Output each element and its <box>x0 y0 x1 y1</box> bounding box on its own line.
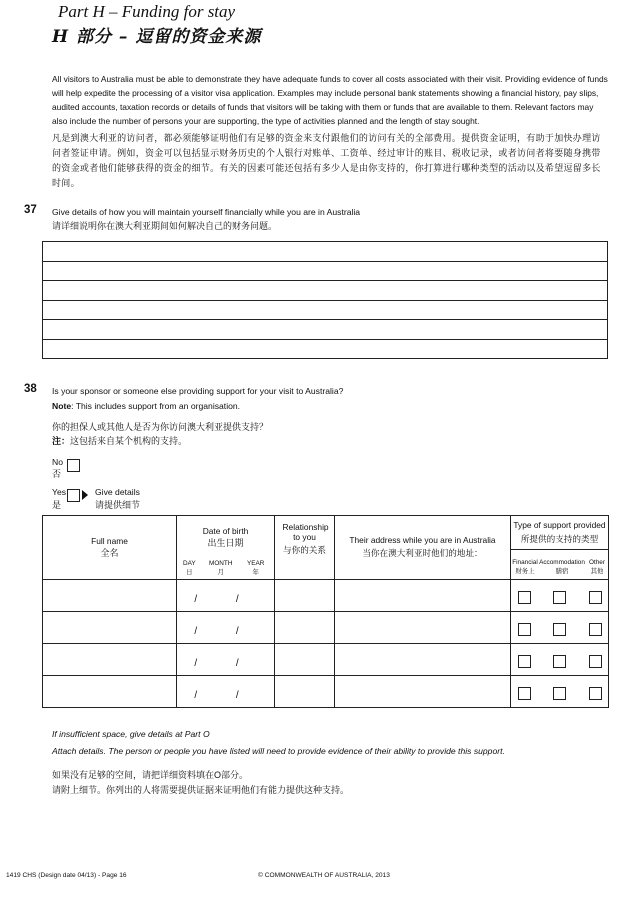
intro-text-zh: 凡是到澳大利亚的访问者，都必须能够证明他们有足够的资金来支付跟他们的访问有关的全部费用。提供资金证明，有助于加快办理访问者签证申请。例如，资金可以包括显示财务历史的个人银行对账单、工资单、经过审计的账目、税收记录，或者访问者将要随身携带的资金或者他们能够获得的资金的细节。有关的因素可能还包括有多少人是由你支持的，你打算进行哪种类型的活动以及希望逗留多长时间。 <box>52 133 601 188</box>
table-header-row <box>43 516 609 580</box>
option-yes-label-en: Yes <box>52 487 67 497</box>
note-zh-text: 这包括来自某个机构的支持。 <box>70 436 188 446</box>
relationship-cell[interactable] <box>275 644 335 676</box>
accommodation-checkbox[interactable] <box>553 687 566 700</box>
question-37-text-en: Give details of how you will maintain yourself financially while you are in Australia <box>52 207 361 217</box>
answer-line[interactable] <box>43 340 607 360</box>
question-38-number: 38 <box>24 383 37 395</box>
day-label-en: DAY <box>183 560 196 567</box>
full-name-header-en: Full name <box>91 536 128 546</box>
give-details-label-en: Give details <box>95 487 140 497</box>
support-type-cell <box>511 676 609 708</box>
relationship-header-en: Relationship to you <box>282 522 329 542</box>
month-label-zh: 月 <box>217 569 224 576</box>
section-title-zh: H 部分 – 逗留的资金来源 <box>52 27 262 47</box>
relationship-header-zh: 与你的关系 <box>283 545 326 555</box>
answer-line[interactable] <box>43 301 607 321</box>
day-label <box>183 560 196 576</box>
question-38-text-en: Is your sponsor or someone else providing support for your visit to Australia? <box>52 386 344 396</box>
attach-details-note-zh: 请附上细节。你列出的人将需要提供证据来证明他们有能力提供这种支持。 <box>52 785 350 795</box>
option-yes-label-zh: 是 <box>52 500 62 510</box>
answer-line[interactable] <box>43 262 607 282</box>
answer-line[interactable] <box>43 281 607 301</box>
support-type-header <box>511 516 609 580</box>
financial-checkbox[interactable] <box>518 655 531 668</box>
full-name-cell[interactable] <box>43 644 177 676</box>
day-label-zh: 日 <box>186 569 193 576</box>
address-cell[interactable] <box>335 612 511 644</box>
year-label <box>247 560 264 576</box>
full-name-cell[interactable] <box>43 676 177 708</box>
attach-details-note-en: Attach details. The person or people you have listed will need to provide evidence of their ability to provide this support. <box>52 746 505 756</box>
table-row <box>43 580 609 612</box>
question-38-note-en <box>52 399 592 413</box>
financial-checkbox[interactable] <box>518 623 531 636</box>
question-37-text-zh: 请详细说明你在澳大利亚期间如何解决自己的财务问题。 <box>52 221 278 231</box>
accommodation-label-zh: 膳宿 <box>555 568 569 575</box>
relationship-cell[interactable] <box>275 676 335 708</box>
insufficient-space-note-en: If insufficient space, give details at Part O <box>52 729 210 739</box>
note-label: Note <box>52 401 72 411</box>
question-37-number: 37 <box>24 204 37 216</box>
other-checkbox[interactable] <box>589 623 602 636</box>
accommodation-label <box>538 559 586 575</box>
option-no-label-zh: 否 <box>52 469 62 479</box>
full-name-header-zh: 全名 <box>100 548 119 558</box>
accommodation-checkbox[interactable] <box>553 655 566 668</box>
financial-checkbox[interactable] <box>518 591 531 604</box>
answer-line[interactable] <box>43 242 607 262</box>
intro-text-en: All visitors to Australia must be able to demonstrate they have adequate funds to cover all costs associated with their visit. Providing evidence of funds will help expedite the processing of a visitor visa application. Examples may include personal bank statements showing a financial history, pay slips, audited accounts, taxation records or details of funds that visitors will be taking with them or funds that are available to them. Relevant factors may also include the number of persons your are supporting, the type of activities planned and the length of stay sought. <box>52 74 608 126</box>
other-label-zh: 其他 <box>590 568 604 575</box>
relationship-cell[interactable] <box>275 612 335 644</box>
year-label-en: YEAR <box>247 560 265 567</box>
dob-cell[interactable]: / / <box>177 580 275 612</box>
answer-line[interactable] <box>43 320 607 340</box>
other-label <box>585 559 609 575</box>
address-cell[interactable] <box>335 644 511 676</box>
other-checkbox[interactable] <box>589 591 602 604</box>
dob-cell[interactable]: / / <box>177 612 275 644</box>
support-type-header-zh: 所提供的支持的类型 <box>520 534 599 544</box>
address-cell[interactable] <box>335 580 511 612</box>
dob-header-en: Date of birth <box>202 526 249 536</box>
financial-label-zh: 财务上 <box>515 568 535 575</box>
address-cell[interactable] <box>335 676 511 708</box>
support-type-divider <box>511 549 608 550</box>
full-name-header <box>43 516 177 580</box>
question-38-text-zh: 你的担保人或其他人是否为你访问澳大利亚提供支持？ <box>52 422 269 432</box>
address-header <box>335 516 511 580</box>
other-checkbox[interactable] <box>589 687 602 700</box>
other-checkbox[interactable] <box>589 655 602 668</box>
arrow-right-icon <box>82 490 88 500</box>
note-zh-label: 注： <box>52 436 71 446</box>
full-name-cell[interactable] <box>43 612 177 644</box>
accommodation-label-en: Accommodation <box>539 559 585 566</box>
financial-label-en: Financial <box>512 559 538 566</box>
dob-cell[interactable]: / / <box>177 644 275 676</box>
relationship-cell[interactable] <box>275 580 335 612</box>
dob-cell[interactable]: / / <box>177 676 275 708</box>
month-label <box>209 560 232 576</box>
support-type-cell <box>511 644 609 676</box>
dob-header-zh: 出生日期 <box>207 538 244 548</box>
financial-checkbox[interactable] <box>518 687 531 700</box>
yes-checkbox[interactable] <box>67 489 80 502</box>
table-row <box>43 612 609 644</box>
support-type-cell <box>511 612 609 644</box>
give-details-label-zh: 请提供细节 <box>95 500 141 510</box>
support-type-header-en: Type of support provided <box>513 520 606 530</box>
table-row <box>43 676 609 708</box>
month-label-en: MONTH <box>209 560 233 567</box>
dob-header <box>177 516 275 580</box>
question-37-answer-area[interactable] <box>42 241 608 359</box>
relationship-header <box>275 516 335 580</box>
financial-label <box>511 559 539 575</box>
address-header-en: Their address while you are in Australia <box>349 535 496 545</box>
year-label-zh: 年 <box>252 569 259 576</box>
address-header-zh: 当你在澳大利亚时他们的地址： <box>362 548 483 558</box>
footer-copyright: © COMMONWEALTH OF AUSTRALIA, 2013 <box>258 872 390 879</box>
other-label-en: Other <box>589 559 605 566</box>
section-title-en: Part H – Funding for stay <box>58 2 236 21</box>
accommodation-checkbox[interactable] <box>553 591 566 604</box>
question-38-note-zh <box>52 434 592 448</box>
full-name-cell[interactable] <box>43 580 177 612</box>
table-row <box>43 644 609 676</box>
support-type-cell <box>511 580 609 612</box>
insufficient-space-note-zh: 如果没有足够的空间，请把详细资料填在O部分。 <box>52 770 249 780</box>
option-no-label-en: No <box>52 457 63 467</box>
footer-form-code: 1419 CHS (Design date 04/13) - Page 16 <box>6 872 127 879</box>
accommodation-checkbox[interactable] <box>553 623 566 636</box>
note-text: : This includes support from an organisation. <box>71 401 241 411</box>
no-checkbox[interactable] <box>67 459 80 472</box>
support-table <box>42 515 609 708</box>
